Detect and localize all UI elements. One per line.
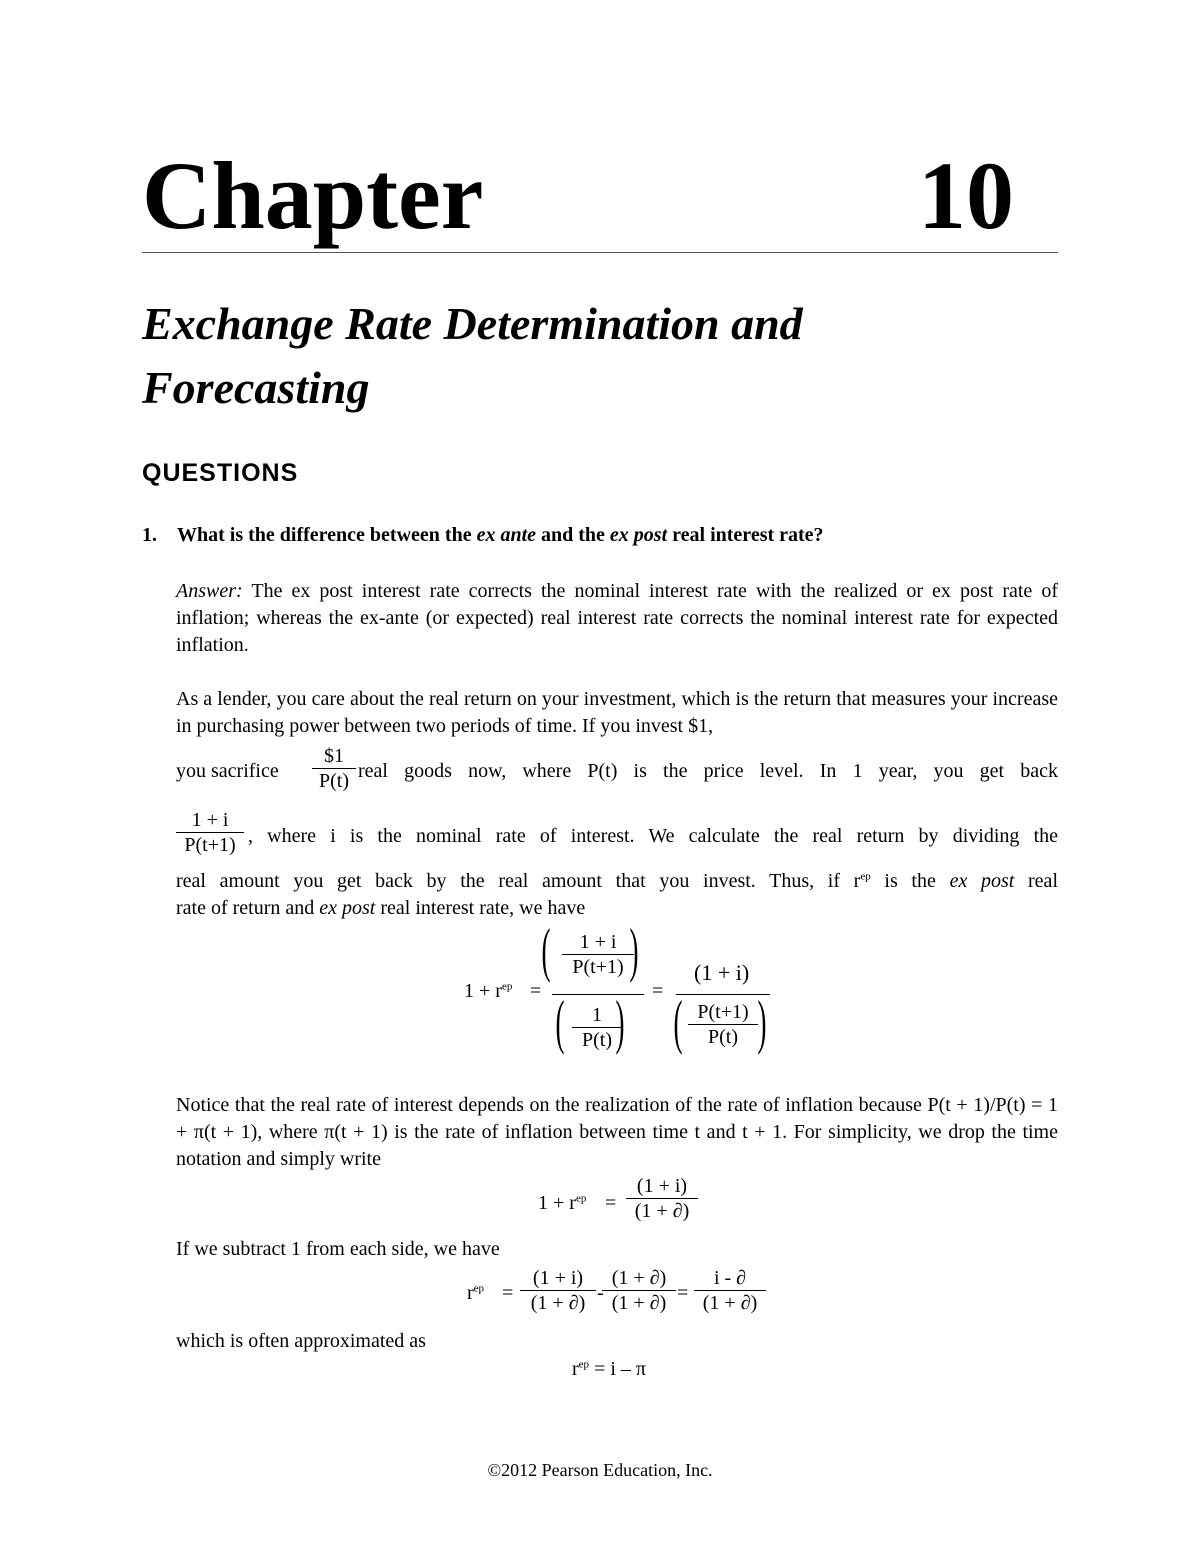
eq4: $r^{ep} = i - \pi$ <box>572 1358 646 1380</box>
fraction-1-over-pt: $\frac{\$1}{P(t)}$ <box>312 744 356 793</box>
question-number: 1. <box>142 524 157 546</box>
eq3-equals: = <box>502 1282 514 1304</box>
eq1-paren-left-bottom: ( <box>555 989 565 1055</box>
answer-paragraph-3: Notice that the real rate of interest depends on the realization of the rate of inflation because P(t + 1)/P(t) = 1 + π(t + 1), where π(t + 1) is the rate of inflation between time t and t + 1. For simplicity, we drop the time notation and simply write <box>176 1094 1058 1170</box>
fraction-1plusi-over-pt1: $\frac{1 + i}{P(t+1)}$ <box>176 808 244 857</box>
eq3-fraction-1: $\frac{(1 + i)}{(1 + \partial)}$ <box>520 1266 596 1315</box>
eq1-rhs-numerator: (1 + i) <box>694 960 750 985</box>
eq1-rhs-inner-fraction: $\frac{P(t+1)}{P(t)}$ <box>688 1000 758 1049</box>
eq1-lhs: $1 + r^{ep}$ <box>464 980 513 1002</box>
answer-paragraph-4: If we subtract 1 from each side, we have <box>176 1238 500 1260</box>
eq1-inner-fraction-top: $\frac{1 + i}{P(t+1)}$ <box>562 930 634 979</box>
eq2-lhs: $1 + r^{ep}$ <box>538 1192 587 1214</box>
eq2-fraction: $\frac{(1 + i)}{(1 + \partial)}$ <box>626 1174 698 1223</box>
rate-of-return-text: rate of return and ex post real interest rate, we have <box>176 897 586 919</box>
eq1-rhs-bar <box>676 994 770 995</box>
question-text: What is the difference between the ex ante and the ex post real interest rate? <box>177 524 824 546</box>
real-amount-text: real amount you get back by the real amount that you invest. Thus, if $r^{ep}$ is the ex post real <box>176 870 1058 892</box>
eq1-rhs-paren-right: ) <box>757 989 767 1055</box>
eq3-minus: - <box>597 1282 604 1304</box>
eq1-equals-2: = <box>652 980 664 1002</box>
eq1-rhs-paren-left: ( <box>673 989 683 1055</box>
chapter-number: 10 <box>918 142 1014 249</box>
nominal-rate-text: , where i is the nominal rate of interest. We calculate the real return by dividing the <box>248 825 1058 847</box>
eq3-lhs: $r^{ep}$ <box>467 1282 485 1304</box>
chapter-label: Chapter <box>142 142 484 249</box>
eq1-equals: = <box>530 980 542 1002</box>
eq3-fraction-3: $\frac{i - \partial}{(1 + \partial)}$ <box>694 1266 766 1315</box>
eq1-paren-right-top: ) <box>629 917 639 983</box>
eq3-equals-2: = <box>677 1282 689 1304</box>
answer-paragraph-2: As a lender, you care about the real return on your investment, which is the return that measures your increase in purchasing power between two periods of time. If you invest $1, <box>176 688 1058 737</box>
answer-paragraph-5: which is often approximated as <box>176 1330 426 1352</box>
eq1-paren-right-bottom: ) <box>615 989 625 1055</box>
eq3-fraction-2: $\frac{(1 + \partial)}{(1 + \partial)}$ <box>602 1266 676 1315</box>
you-sacrifice-text: you sacrifice <box>176 760 279 782</box>
chapter-divider <box>142 252 1058 253</box>
eq1-main-bar <box>552 994 644 995</box>
chapter-title: Exchange Rate Determination and Forecasting <box>142 298 803 413</box>
section-heading: QUESTIONS <box>142 459 299 487</box>
eq2-equals: = <box>605 1192 617 1214</box>
eq1-paren-left-top: ( <box>541 917 551 983</box>
copyright-footer: ©2012 Pearson Education, Inc. <box>487 1460 713 1480</box>
answer-paragraph-1: Answer: The ex post interest rate corrects the nominal interest rate with the realized or ex post rate of inflation; whereas the ex-ante (or expected) real interest rate corrects the nominal interest rate for expected inflation. <box>176 580 1058 656</box>
eq1-inner-fraction-bottom: $\frac{1}{P(t)}$ <box>572 1003 622 1052</box>
real-goods-text: real goods now, where P(t) is the price level. In 1 year, you get back <box>358 760 1058 782</box>
